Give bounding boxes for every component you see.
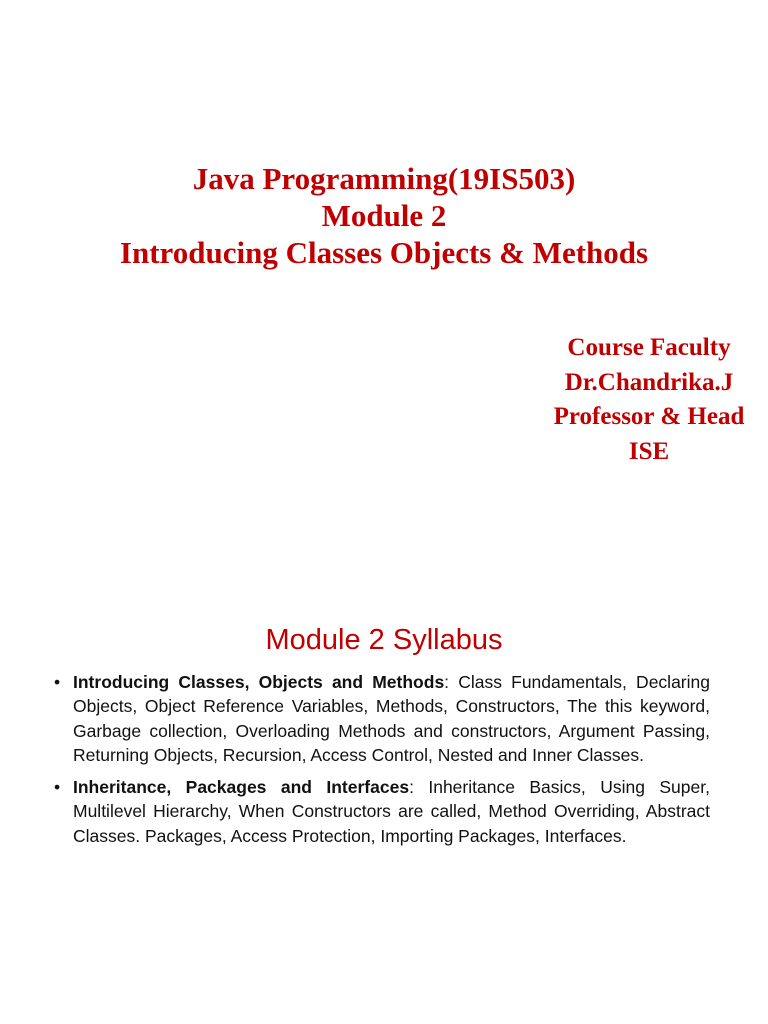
topic-heading: Inheritance, Packages and Interfaces <box>73 777 410 798</box>
faculty-name: Dr.Chandrika.J <box>564 368 734 396</box>
faculty-info <box>530 331 768 469</box>
course-name: Java Programming(19IS503) <box>192 161 576 196</box>
syllabus-list <box>50 670 710 856</box>
module-number: Module 2 <box>321 198 447 233</box>
syllabus-slide <box>0 520 768 1024</box>
topic-text: Inheritance Basics, Using Super, Multilevel Hierarchy, When Constructors are called, Method Overriding, Abstract Classes. Packages, Access Protection, Importing Packages, Interfaces. <box>73 777 710 846</box>
list-item <box>50 775 710 848</box>
bullet-icon: • <box>54 777 61 798</box>
module-title: Introducing Classes Objects & Methods <box>119 235 649 270</box>
topic-separator: : <box>409 777 429 798</box>
faculty-department: ISE <box>628 437 670 465</box>
bullet-icon: • <box>54 672 61 692</box>
faculty-label: Course Faculty <box>567 334 731 361</box>
course-title <box>0 160 768 271</box>
faculty-designation: Professor & Head <box>553 403 745 430</box>
topic-text: Class Fundamentals, Declaring Objects, Object Reference Variables, Methods, Constructors, The this keyword, Garbage collection, Overloading Methods and constructors, Argument Passing, Returning Objects, Recursion, Access Control, Nested and Inner Classes. <box>73 672 710 765</box>
syllabus-heading: Module 2 Syllabus <box>265 624 503 656</box>
topic-heading: Introducing Classes, Objects and Methods <box>73 672 445 692</box>
topic-separator: : <box>444 672 459 692</box>
list-item <box>50 670 710 767</box>
